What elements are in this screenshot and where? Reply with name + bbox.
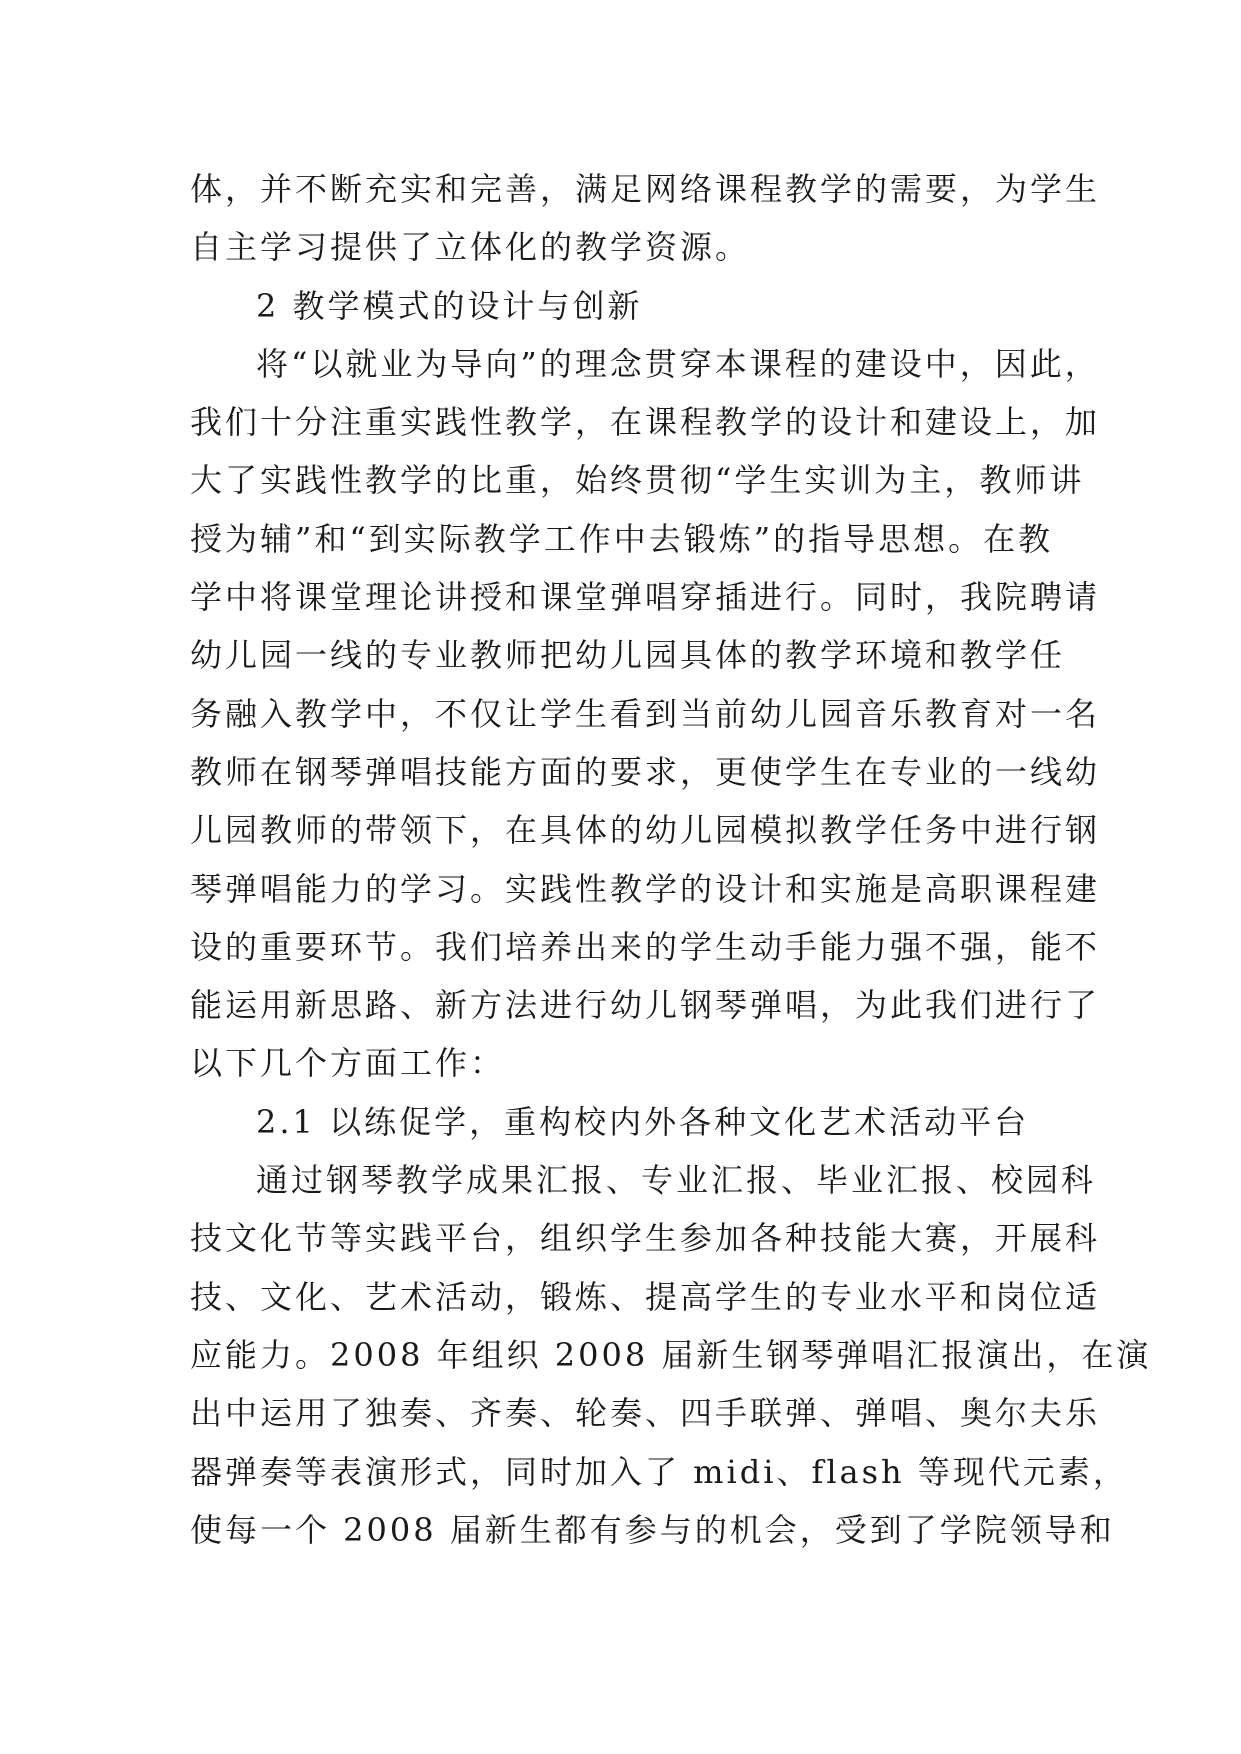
text-line: 幼儿园一线的专业教师把幼儿园具体的教学环境和教学任	[190, 636, 1066, 675]
paragraph	[190, 160, 1101, 277]
paragraph	[190, 1151, 1152, 1559]
text-line: 大了实践性教学的比重，始终贯彻“学生实训为主，教师讲	[190, 461, 1085, 500]
paragraph	[190, 335, 1101, 1093]
text-line: 体，并不断充实和完善，满足网络课程教学的需要，为学生	[190, 170, 1101, 208]
text-line: 务融入教学中，不仅让学生看到当前幼儿园音乐教育对一名	[190, 694, 1101, 733]
text-line: 我们十分注重实践性教学，在课程教学的设计和建设上，加	[190, 403, 1101, 442]
text-line: 2 教学模式的设计与创新	[256, 286, 643, 325]
text-line: 出中运用了独奏、齐奏、轮奏、四手联弹、弹唱、奥尔夫乐	[190, 1394, 1101, 1433]
body-text	[190, 160, 1152, 1559]
text-line: 教师在钢琴弹唱技能方面的要求，更使学生在专业的一线幼	[190, 752, 1101, 791]
text-line: 技文化节等实践平台，组织学生参加各种技能大赛，开展科	[190, 1219, 1101, 1258]
text-line: 通过钢琴教学成果汇报、专业汇报、毕业汇报、校园科	[256, 1161, 1097, 1200]
text-line: 琴弹唱能力的学习。实践性教学的设计和实施是高职课程建	[190, 869, 1101, 908]
text-line: 学中将课堂理论讲授和课堂弹唱穿插进行。同时，我院聘请	[190, 578, 1101, 617]
text-line: 能运用新思路、新方法进行幼儿钢琴弹唱，为此我们进行了	[190, 986, 1101, 1025]
text-line: 使每一个 2008 届新生都有参与的机会，受到了学院领导和	[190, 1510, 1115, 1549]
text-line: 应能力。2008 年组织 2008 届新生钢琴弹唱汇报演出，在演	[190, 1335, 1152, 1374]
text-line: 将“以就业为导向”的理念贯穿本课程的建设中，因此，	[256, 344, 1100, 383]
section-heading	[190, 277, 1060, 335]
text-line: 器弹奏等表演形式，同时加入了 midi、flash 等现代元素，	[190, 1452, 1128, 1491]
section-heading	[190, 1093, 1060, 1151]
text-line: 以下几个方面工作：	[190, 1044, 506, 1083]
text-line: 自主学习提供了立体化的教学资源。	[190, 228, 751, 267]
text-line: 设的重要环节。我们培养出来的学生动手能力强不强，能不	[190, 927, 1101, 966]
text-line: 技、文化、艺术活动，锻炼、提高学生的专业水平和岗位适	[190, 1277, 1101, 1316]
text-line: 授为辅”和“到实际教学工作中去锻炼”的指导思想。在教	[190, 519, 1054, 558]
text-line: 2.1 以练促学，重构校内外各种文化艺术活动平台	[256, 1102, 1030, 1141]
text-line: 儿园教师的带领下，在具体的幼儿园模拟教学任务中进行钢	[190, 811, 1101, 850]
